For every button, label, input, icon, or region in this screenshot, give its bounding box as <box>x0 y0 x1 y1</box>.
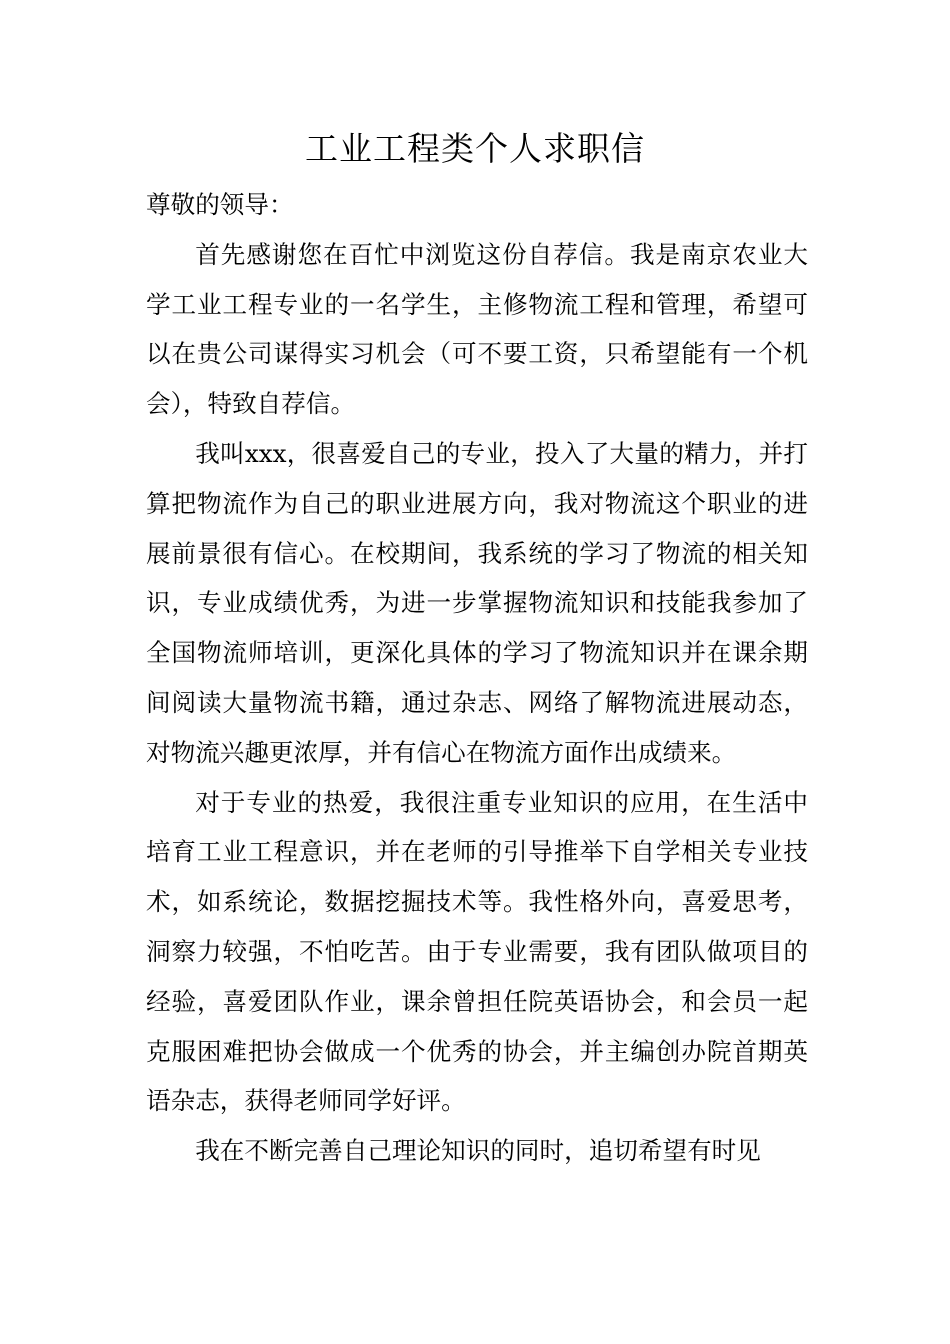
paragraph-3: 对于专业的热爱，我很注重专业知识的应用，在生活中培育工业工程意识，并在老师的引导推举下自学相关专业技术，如系统论，数据挖掘技术等。我性格外向，喜爱思考，洞察力较强，不怕吃苦。由于专业需要，我有团队做项目的经验，喜爱团队作业，课余曾担任院英语协会，和会员一起克服困难把协会做成一个优秀的协会，并主编创办院首期英语杂志，获得老师同学好评。 <box>146 787 808 1116</box>
document-title: 工业工程类个人求职信 <box>305 129 645 168</box>
paragraph-1: 首先感谢您在百忙中浏览这份自荐信。我是南京农业大学工业工程专业的一名学生，主修物流工程和管理，希望可以在贵公司谋得实习机会（可不要工资，只希望能有一个机会），特致自荐信。 <box>146 239 808 419</box>
letter-body <box>146 180 808 1176</box>
paragraph-4: 我在不断完善自己理论知识的同时，追切希望有时见 <box>195 1136 761 1166</box>
paragraph-2: 我叫xxx，很喜爱自己的专业，投入了大量的精力，并打算把物流作为自己的职业进展方向，我对物流这个职业的进展前景很有信心。在校期间，我系统的学习了物流的相关知识，专业成绩优秀，为进一步掌握物流知识和技能我参加了全国物流师培训，更深化具体的学习了物流知识并在课余期间阅读大量物流书籍，通过杂志、网络了解物流进展动态，对物流兴趣更浓厚，并有信心在物流方面作出成绩来。 <box>146 438 808 767</box>
salutation: 尊敬的领导： <box>146 190 294 219</box>
